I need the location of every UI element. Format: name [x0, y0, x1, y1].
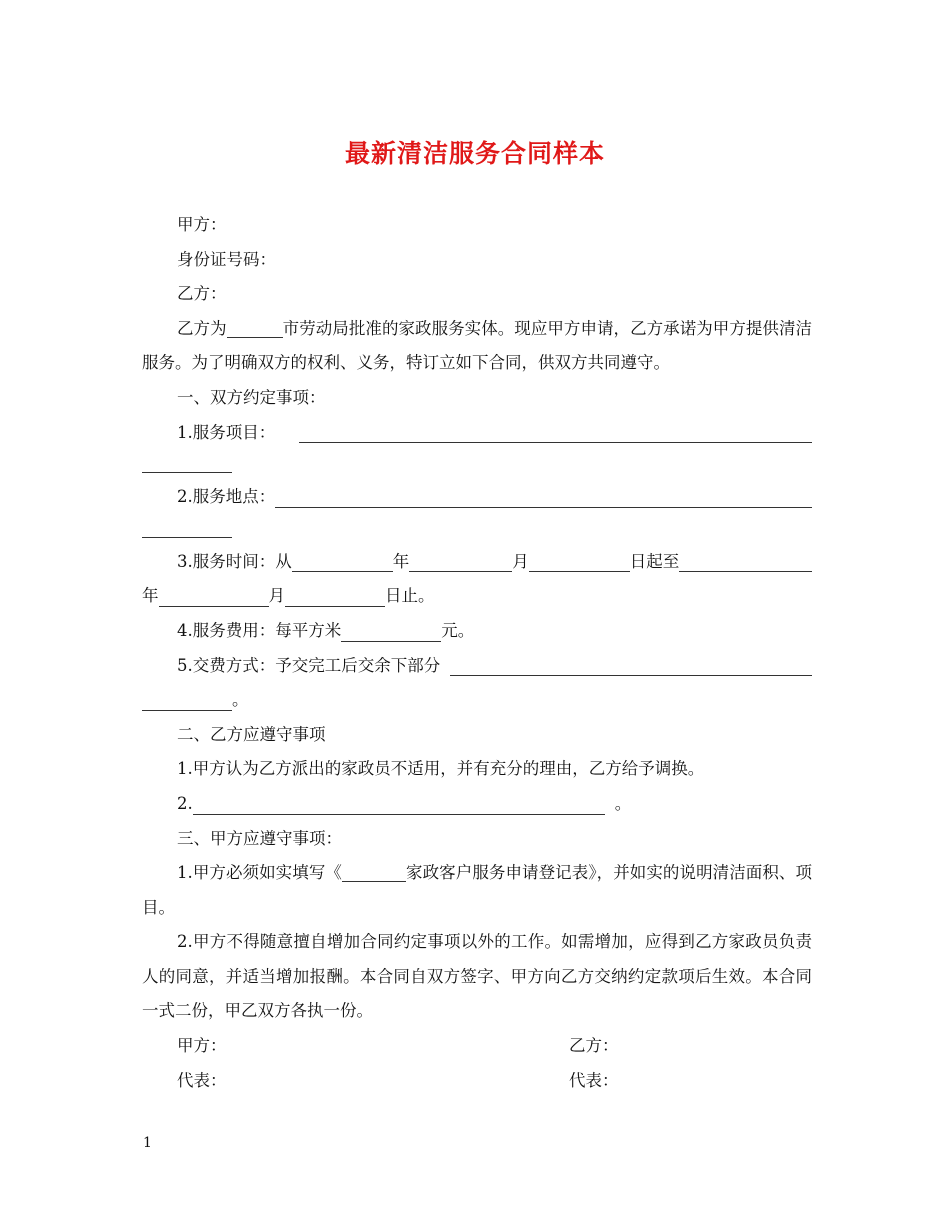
service-location-label: 2.服务地点：	[177, 487, 276, 507]
start-month-blank[interactable]	[409, 551, 512, 572]
end-day-label: 日止。	[385, 586, 435, 606]
end-year-blank[interactable]	[679, 549, 812, 572]
section-3-item-2: 2.甲方不得随意擅自增加合同约定事项以外的工作。如需增加，应得到乙方家政员负责人的同意，并适当增加报酬。本合同自双方签字、甲方向乙方交纳约定款项后生效。本合同一式二份，甲乙双方各执一份。	[142, 932, 812, 1021]
representative-b: 代表：	[569, 1070, 619, 1090]
service-item-blank-2[interactable]	[142, 450, 232, 473]
service-time-continuation	[142, 579, 812, 614]
party-a-line: 甲方：	[177, 215, 227, 234]
service-item-blank[interactable]	[299, 420, 812, 443]
payment-method-end: 。	[232, 690, 249, 710]
service-time-from: 3.服务时间：从	[177, 551, 292, 571]
section-2-heading: 二、乙方应遵守事项	[177, 724, 326, 744]
city-blank[interactable]	[227, 317, 283, 338]
representative-a: 代表：	[177, 1070, 227, 1090]
end-month-label: 月	[268, 586, 285, 606]
signature-party-a: 甲方：	[177, 1036, 227, 1056]
intro-paragraph	[142, 312, 812, 381]
service-fee-label: 4.服务费用：每平方米	[177, 620, 342, 640]
service-fee-blank[interactable]	[341, 621, 441, 642]
contract-body	[142, 208, 812, 1098]
service-item-row	[142, 416, 812, 451]
start-day-label: 日起至	[629, 551, 680, 571]
page-number: 1	[143, 1135, 152, 1151]
start-year-label: 年	[392, 551, 410, 571]
payment-method-blank-2[interactable]	[142, 688, 232, 711]
signature-party-b: 乙方：	[569, 1036, 619, 1056]
service-location-continuation	[142, 515, 812, 545]
section-3-item-1-part-b: 家政客户服务申请登记表》，并如实的说明清洁面积、项目。	[142, 863, 813, 917]
payment-method-continuation	[142, 683, 812, 718]
start-month-label: 月	[512, 551, 529, 571]
service-item-continuation	[142, 450, 812, 480]
service-location-blank[interactable]	[275, 485, 812, 508]
service-item-label: 1.服务项目：	[177, 422, 276, 442]
section-2-item-2-row	[142, 787, 812, 822]
service-location-row	[142, 480, 812, 515]
intro-part-1: 乙方为	[177, 318, 227, 338]
section-2-item-2-blank[interactable]	[193, 794, 605, 815]
service-time-row	[142, 545, 812, 580]
registration-form-blank[interactable]	[342, 861, 406, 882]
service-location-blank-2[interactable]	[142, 515, 232, 538]
end-month-blank[interactable]	[159, 586, 269, 607]
section-2-item-2-end: 。	[614, 793, 632, 813]
service-fee-unit: 元。	[441, 620, 475, 640]
signature-row-parties	[142, 1029, 812, 1064]
signature-row-representatives	[142, 1064, 812, 1099]
section-3-heading: 三、甲方应遵守事项：	[177, 828, 342, 848]
document-title: 最新清洁服务合同样本	[344, 139, 605, 168]
section-2-item-1: 1.甲方认为乙方派出的家政员不适用，并有充分的理由，乙方给予调换。	[177, 759, 705, 779]
start-day-blank[interactable]	[529, 551, 630, 572]
intro-part-2: 市劳动局批准的家政服务实体。现应甲方申请，乙方承诺为甲方提供清洁服务。为了明确双方的权利、义务，特订立如下合同，供双方共同遵守。	[142, 318, 813, 373]
end-day-blank[interactable]	[285, 586, 385, 607]
end-year-label: 年	[142, 586, 159, 606]
section-3-item-1-part-a: 1.甲方必须如实填写《	[177, 863, 342, 883]
section-3-item-1	[142, 856, 812, 925]
start-year-blank[interactable]	[292, 551, 393, 572]
payment-method-blank[interactable]	[450, 653, 812, 676]
service-fee-row	[142, 614, 812, 649]
section-1-heading: 一、双方约定事项：	[177, 387, 326, 407]
id-number-line: 身份证号码：	[177, 249, 276, 269]
payment-method-row	[142, 649, 812, 684]
payment-method-label: 5.交费方式：予交完工后交余下部分	[177, 655, 441, 675]
party-b-line: 乙方：	[177, 284, 227, 304]
section-2-item-2-number: 2.	[177, 793, 193, 813]
